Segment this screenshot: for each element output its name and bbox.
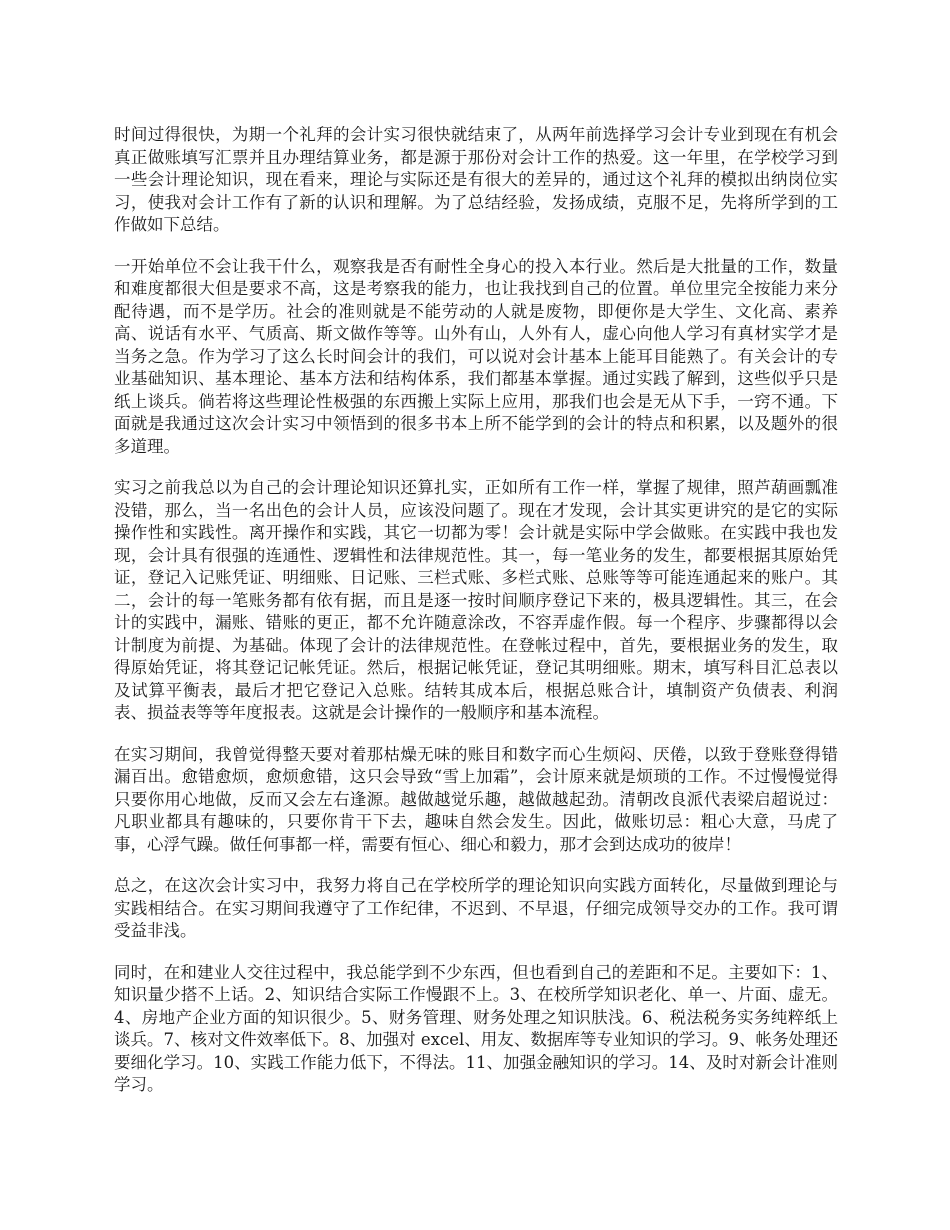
document-body bbox=[114, 124, 838, 1116]
paragraph-summary: 总之，在这次会计实习中，我努力将自己在学校所学的理论知识向实践方面转化，尽量做到理论与实践相结合。在实习期间我遵守了工作纪律，不迟到、不早退，仔细完成领导交办的工作。我可谓受益非浅。 bbox=[114, 876, 838, 940]
paragraph-intro: 时间过得很快，为期一个礼拜的会计实习很快就结束了，从两年前选择学习会计专业到现在有机会真正做账填写汇票并且办理结算业务，都是源于那份对会计工作的热爱。这一年里，在学校学习到一些会计理论知识，现在看来，理论与实际还是有很大的差异的，通过这个礼拜的模拟出纳岗位实习，使我对会计工作有了新的认识和理解。为了总结经验，发扬成绩，克服不足，先将所学到的工作做如下总结。 bbox=[114, 125, 838, 234]
paragraph-practice: 实习之前我总以为自己的会计理论知识还算扎实，正如所有工作一样，掌握了规律，照芦葫画瓢准没错，那么，当一名出色的会计人员，应该没问题了。现在才发现，会计其实更讲究的是它的实际操作性和实践性。离开操作和实践，其它一切都为零！会计就是实际中学会做账。在实践中我也发现，会计具有很强的连通性、逻辑性和法律规范性。其一，每一笔业务的发生，都要根据其原始凭证，登记入记账凭证、明细账、日记账、三栏式账、多栏式账、总账等等可能连通起来的账户。其二，会计的每一笔账务都有依有据，而且是逐一按时间顺序登记下来的，极具逻辑性。其三，在会计的实践中，漏账、错账的更正，都不允许随意涂改，不容弄虚作假。每一个程序、步骤都得以会计制度为前提、为基础。体现了会计的法律规范性。在登帐过程中，首先，要根据业务的发生，取得原始凭证，将其登记记帐凭证。然后，根据记帐凭证，登记其明细账。期末，填写科目汇总表以及试算平衡表，最后才把它登记入总账。结转其成本后，根据总账合计，填制资产负债表、利润表、损益表等等年度报表。这就是会计操作的一般顺序和基本流程。 bbox=[114, 478, 838, 722]
paragraph-shortcomings: 同时，在和建业人交往过程中，我总能学到不少东西，但也看到自己的差距和不足。主要如下：1、知识量少搭不上话。2、知识结合实际工作慢跟不上。3、在校所学知识老化、单一、片面、虚无。4、房地产企业方面的知识很少。5、财务管理、财务处理之知识肤浅。6、税法税务实务纯粹纸上谈兵。7、核对文件效率低下。8、加强对 excel、用友、数据库等专业知识的学习。9、帐务处理还要细化学习。10、实践工作能力低下，不得法。11、加强金融知识的学习。14、及时对新会计准则学习。 bbox=[114, 962, 838, 1094]
paragraph-work-start: 一开始单位不会让我干什么，观察我是否有耐性全身心的投入本行业。然后是大批量的工作，数量和难度都很大但是要求不高，这是考察我的能力，也让我找到自己的位置。单位里完全按能力来分配待遇，而不是学历。社会的准则就是不能劳动的人就是废物，即便你是大学生、文化高、素养高、说话有水平、气质高、斯文做作等等。山外有山，人外有人，虚心向他人学习有真材实学才是当务之急。作为学习了这么长时间会计的我们，可以说对会计基本上能耳目能熟了。有关会计的专业基础知识、基本理论、基本方法和结构体系，我们都基本掌握。通过实践了解到，这些似乎只是纸上谈兵。倘若将这些理论性极强的东西搬上实际上应用，那我们也会是无从下手，一窍不通。下面就是我通过这次会计实习中领悟到的很多书本上所不能学到的会计的特点和积累，以及题外的很多道理。 bbox=[114, 256, 838, 456]
paragraph-attitude: 在实习期间，我曾觉得整天要对着那枯燥无味的账目和数字而心生烦闷、厌倦，以致于登账登得错漏百出。愈错愈烦，愈烦愈错，这只会导致“雪上加霜”，会计原来就是烦琐的工作。不过慢慢觉得只要你用心地做，反而又会左右逢源。越做越觉乐趣，越做越起劲。清朝改良派代表梁启超说过：凡职业都具有趣味的，只要你肯干下去，趣味自然会发生。因此，做账切忌：粗心大意，马虎了事，心浮气躁。做任何事都一样，需要有恒心、细心和毅力，那才会到达成功的彼岸！ bbox=[114, 744, 838, 854]
